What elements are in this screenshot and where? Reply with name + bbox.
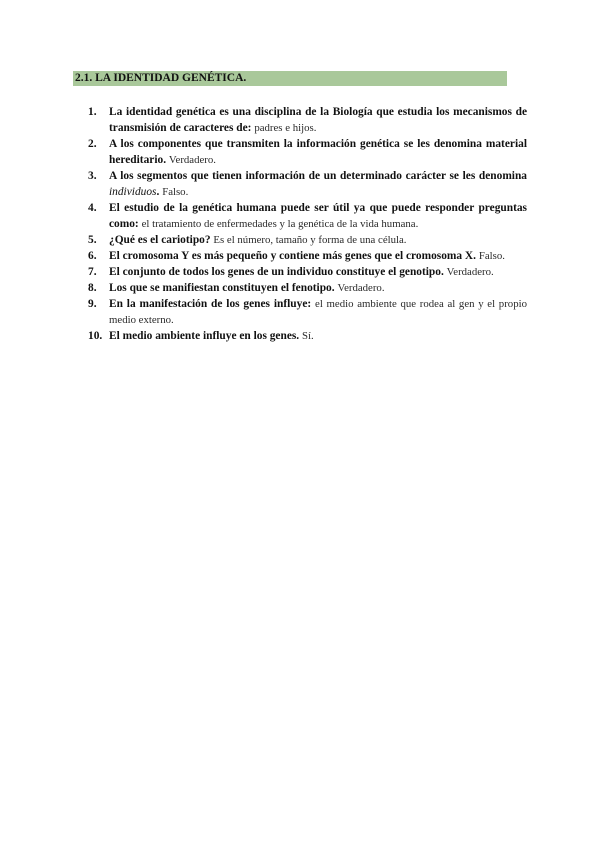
item-number: 5. [88, 234, 97, 246]
item-number: 8. [88, 282, 97, 294]
list-item [88, 328, 527, 344]
item-question-italic: individuos [109, 186, 157, 198]
item-answer: Verdadero. [337, 282, 385, 294]
item-number: 9. [88, 298, 97, 310]
list-item [88, 280, 527, 296]
item-question: A los segmentos que tienen información de un determinado carácter se les denomina [109, 170, 527, 182]
list-item [88, 168, 527, 200]
item-question: En la manifestación de los genes influye: [109, 298, 312, 310]
section-heading: 2.1. LA IDENTIDAD GENÉTICA. [73, 71, 507, 86]
item-answer: el tratamiento de enfermedades y la genética de la vida humana. [141, 218, 419, 230]
item-question: La identidad genética es una disciplina de la Biología que estudia los mecanismos de transmisión de caracteres de: [109, 106, 527, 134]
item-answer: Falso. [162, 186, 189, 198]
item-answer: Verdadero. [168, 154, 216, 166]
item-answer: el medio ambiente que rodea al gen y el propio medio externo. [109, 298, 527, 326]
item-question-end: . [156, 186, 160, 198]
list-item [88, 200, 527, 232]
list-item [88, 296, 527, 328]
list-item [88, 264, 527, 280]
list-item [88, 136, 527, 168]
item-question: Los que se manifiestan constituyen el fenotipo. [109, 282, 335, 294]
item-answer: Verdadero. [446, 266, 494, 278]
item-answer: Es el número, tamaño y forma de una célula. [213, 234, 407, 246]
item-number: 3. [88, 170, 97, 182]
list-item [88, 104, 527, 136]
item-answer: Falso. [478, 250, 505, 262]
list-item [88, 232, 527, 248]
item-number: 7. [88, 266, 97, 278]
item-question: El estudio de la genética humana puede ser útil ya que puede responder preguntas como: [109, 202, 527, 230]
item-question: El conjunto de todos los genes de un individuo constituye el genotipo. [109, 266, 444, 278]
item-number: 2. [88, 138, 97, 150]
item-question: El medio ambiente influye en los genes. [109, 330, 300, 342]
list-item [88, 248, 527, 264]
item-number: 6. [88, 250, 97, 262]
item-question: ¿Qué es el cariotipo? [109, 234, 211, 246]
question-list [88, 104, 527, 344]
item-number: 4. [88, 202, 97, 214]
item-question: A los componentes que transmiten la información genética se les denomina material hereditario. [109, 138, 527, 166]
item-question: El cromosoma Y es más pequeño y contiene más genes que el cromosoma X. [109, 250, 477, 262]
item-number: 1. [88, 106, 97, 118]
item-number: 10. [88, 330, 103, 342]
item-answer: Sí. [302, 330, 314, 342]
item-answer: padres e hijos. [254, 122, 317, 134]
